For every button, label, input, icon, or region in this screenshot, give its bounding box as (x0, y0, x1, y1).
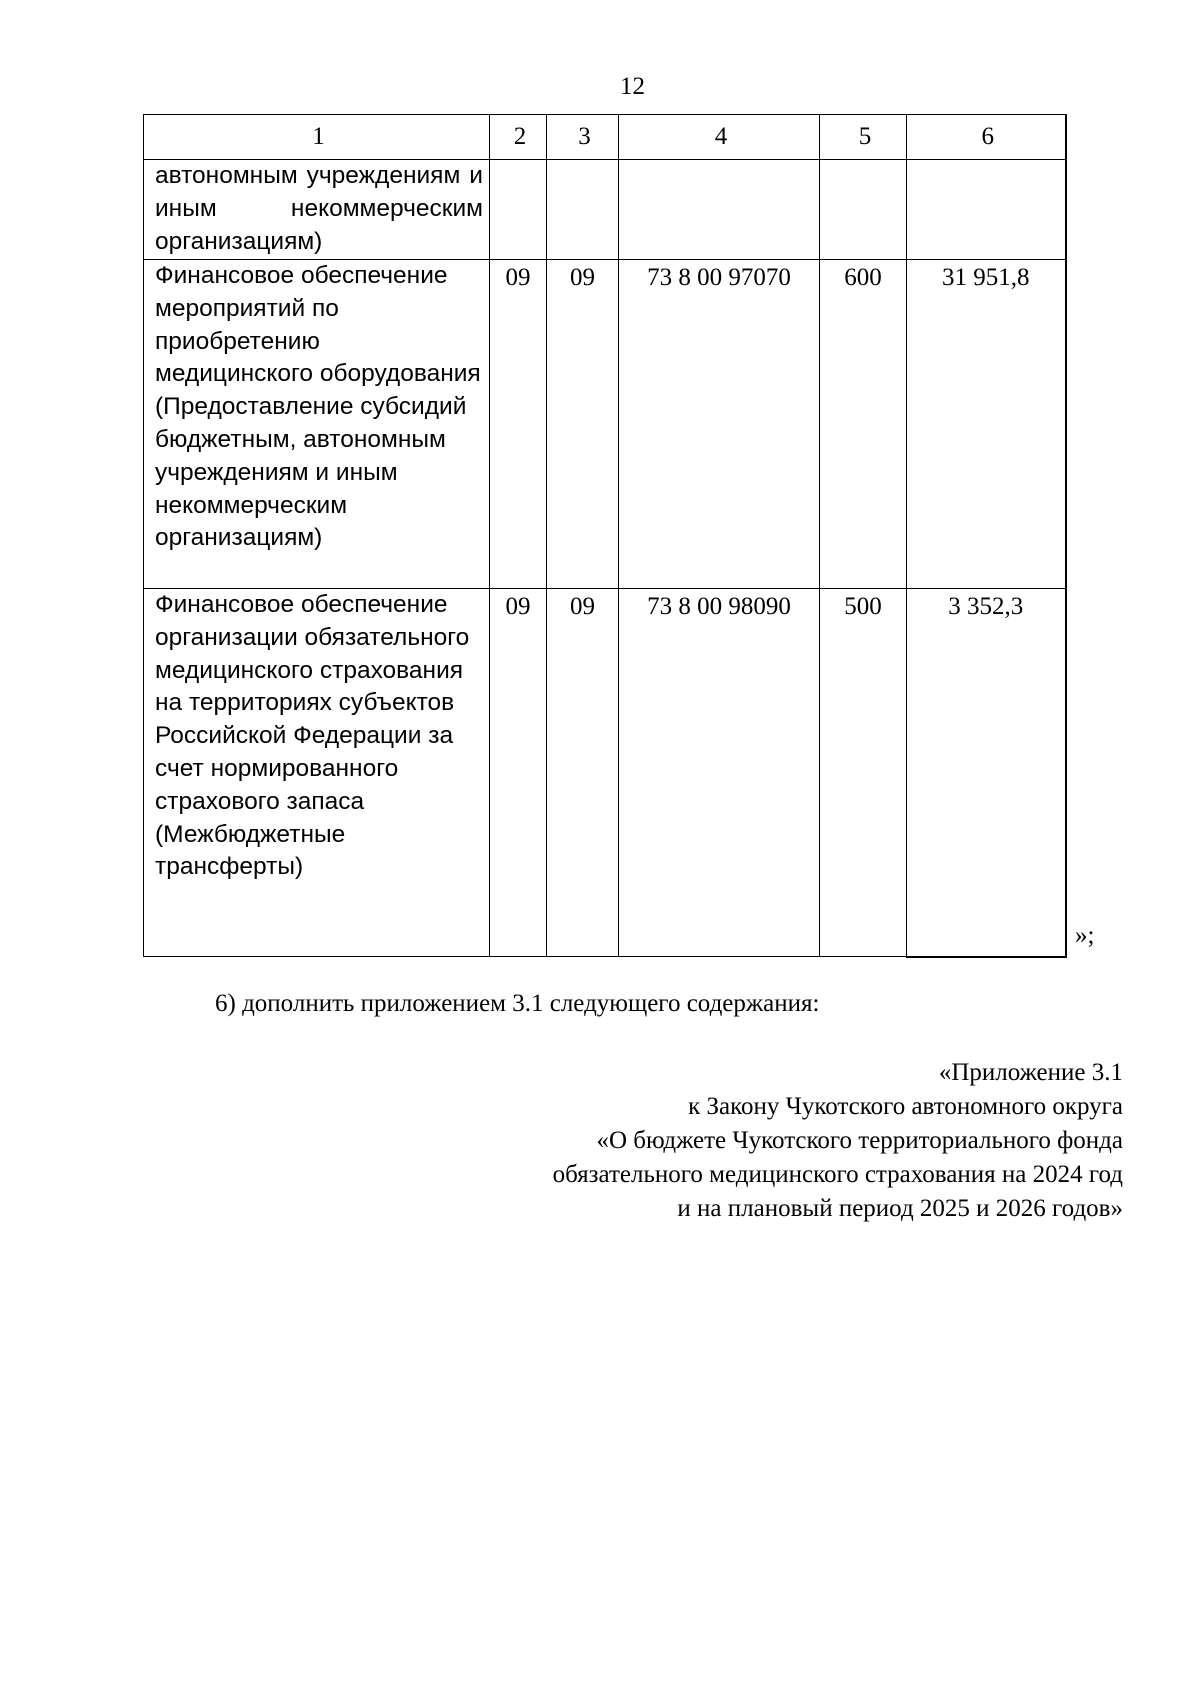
appendix-line: и на плановый период 2025 и 2026 годов» (677, 1195, 1123, 1222)
row-description: Финансовое обеспечение мероприятий по приобретению медицинского оборудования (Предоставление субсидий бюджетным, автономным учреждениям и иным некоммерческим организациям) (144, 260, 490, 589)
row-amount: 31 951,8 (907, 260, 1066, 589)
row-expense-type: 500 (820, 589, 907, 957)
header-cell: 1 (144, 115, 490, 160)
row-amount: 3 352,3 (907, 589, 1066, 957)
row-subsection: 09 (547, 589, 619, 957)
table-row (144, 589, 1066, 957)
row-description: автономным учреждениям и иным некоммерческим организациям) (144, 160, 490, 260)
row-section: 09 (490, 260, 547, 589)
header-cell: 3 (547, 115, 619, 160)
table-header-row (144, 115, 1066, 160)
amendment-paragraph: 6) дополнить приложением 3.1 следующего содержания: (215, 990, 820, 1017)
appendix-line: обязательного медицинского страхования на 2024 год (552, 1161, 1123, 1188)
row-expense-type: 600 (820, 260, 907, 589)
header-cell: 4 (619, 115, 820, 160)
row-expense-type (820, 160, 907, 260)
appendix-line: «Приложение 3.1 (938, 1059, 1123, 1086)
header-cell: 5 (820, 115, 907, 160)
appendix-line: к Закону Чукотского автономного округа (688, 1093, 1123, 1120)
row-subsection (547, 160, 619, 260)
table-row (144, 160, 1066, 260)
budget-table (143, 114, 1067, 958)
row-target-code: 73 8 00 97070 (619, 260, 820, 589)
row-section: 09 (490, 589, 547, 957)
row-description: Финансовое обеспечение организации обязательного медицинского страхования на территориях субъектов Российской Федерации за счет нормированного страхового запаса (Межбюджетные трансферты) (144, 589, 490, 957)
header-cell: 6 (907, 115, 1066, 160)
table-row (144, 260, 1066, 589)
row-amount (907, 160, 1066, 260)
row-target-code (619, 160, 820, 260)
row-subsection: 09 (547, 260, 619, 589)
row-section (490, 160, 547, 260)
appendix-line: «О бюджете Чукотского территориального фонда (596, 1127, 1123, 1154)
closing-quote: »; (1075, 922, 1095, 949)
row-target-code: 73 8 00 98090 (619, 589, 820, 957)
appendix-heading (553, 1056, 1123, 1226)
page-number: 12 (620, 73, 645, 100)
header-cell: 2 (490, 115, 547, 160)
